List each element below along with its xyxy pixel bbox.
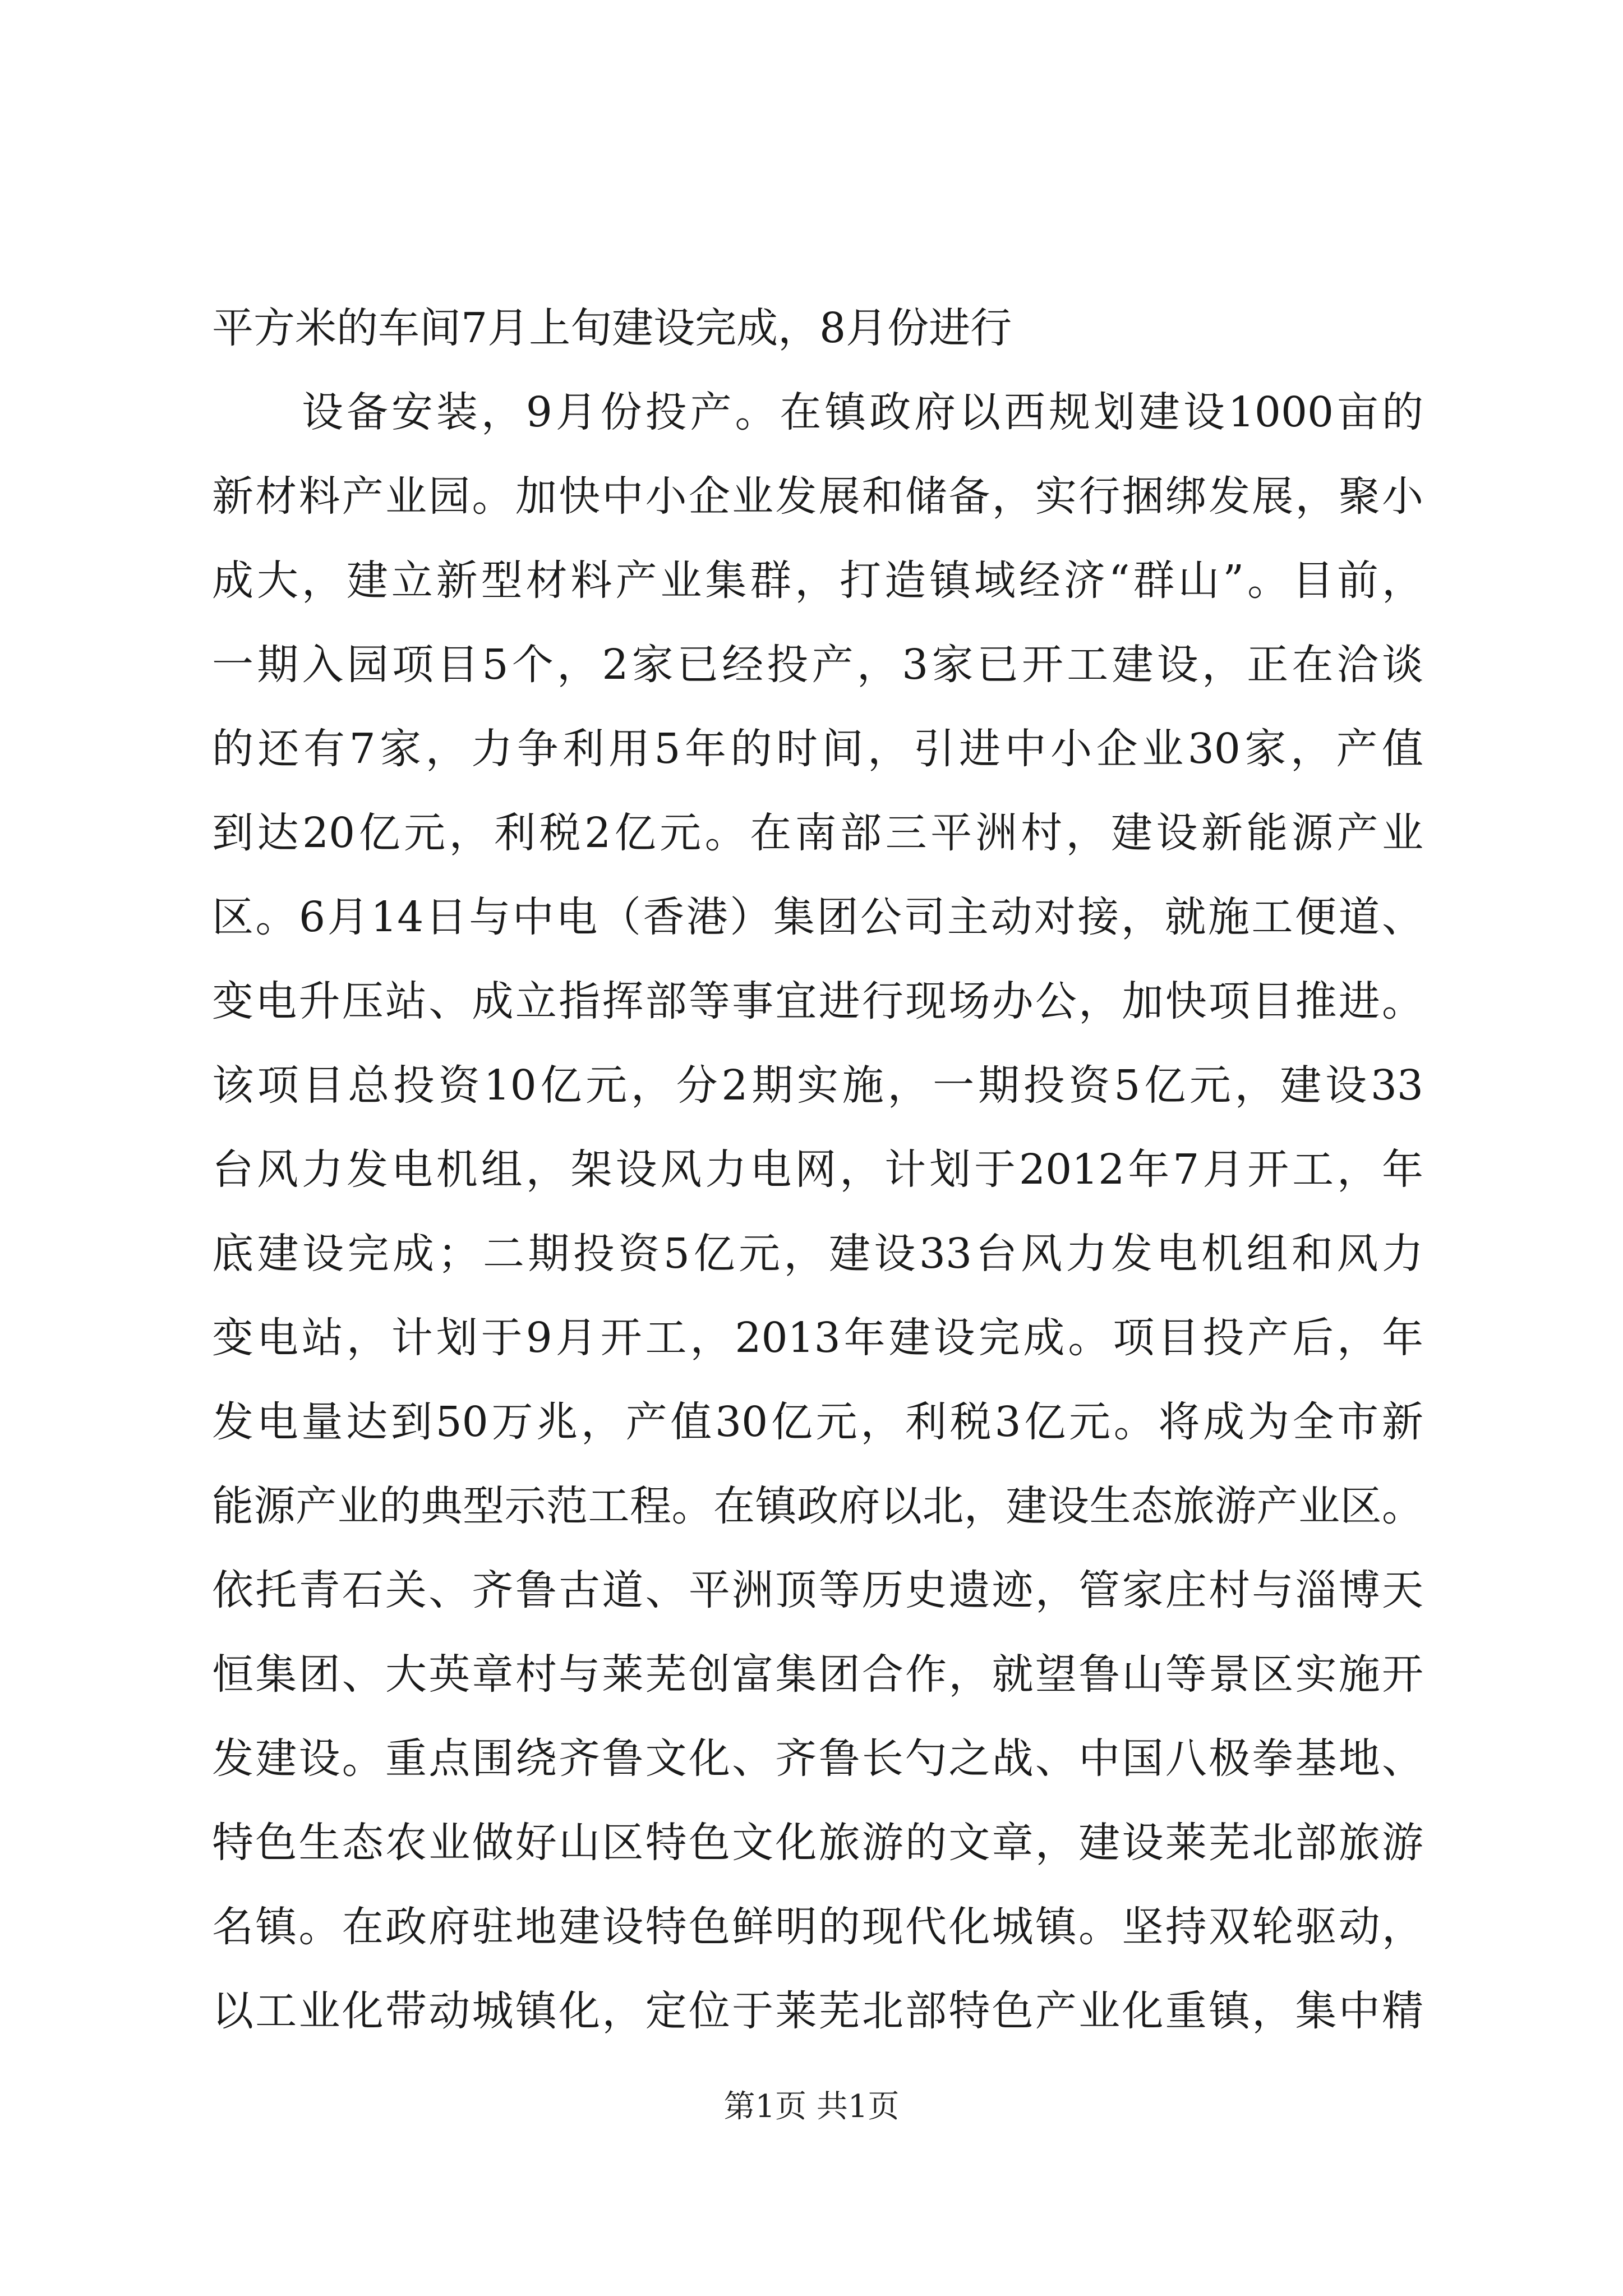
document-body [212, 286, 1423, 2053]
text-line: 的还有7家，力争利用5年的时间，引进中小企业30家，产值 [212, 725, 1423, 773]
text-line: 变电站，计划于9月开工，2013年建设完成。项目投产后，年 [212, 1314, 1423, 1362]
text-line: 一期入园项目5个，2家已经投产，3家已开工建设，正在洽谈 [212, 641, 1423, 689]
text-line: 以工业化带动城镇化，定位于莱芜北部特色产业化重镇，集中精 [212, 1987, 1423, 2035]
text-line: 恒集团、大英章村与莱芜创富集团合作，就望鲁山等景区实施开 [212, 1650, 1423, 1699]
text-line: 该项目总投资10亿元，分2期实施，一期投资5亿元，建设33 [212, 1061, 1423, 1110]
text-line: 底建设完成；二期投资5亿元，建设33台风力发电机组和风力 [212, 1230, 1423, 1278]
page-number-label: 第1页 共1页 [723, 2088, 900, 2125]
text-line: 设备安装，9月份投产。在镇政府以西规划建设1000亩的 [302, 388, 1423, 436]
text-line: 依托青石关、齐鲁古道、平洲顶等历史遗迹，管家庄村与淄博天 [212, 1566, 1423, 1614]
text-line: 到达20亿元，利税2亿元。在南部三平洲村，建设新能源产业 [212, 809, 1423, 857]
text-line: 成大，建立新型材料产业集群，打造镇域经济“群山”。目前， [212, 556, 1423, 605]
text-line: 新材料产业园。加快中小企业发展和储备，实行捆绑发展，聚小 [212, 472, 1423, 521]
text-line: 发电量达到50万兆，产值30亿元，利税3亿元。将成为全市新 [212, 1398, 1423, 1446]
text-line: 变电升压站、成立指挥部等事宜进行现场办公，加快项目推进。 [212, 977, 1423, 1025]
text-line: 特色生态农业做好山区特色文化旅游的文章，建设莱芜北部旅游 [212, 1819, 1423, 1867]
text-line: 区。6月14日与中电（香港）集团公司主动对接，就施工便道、 [212, 893, 1423, 941]
page-footer [0, 2085, 1623, 2129]
text-line: 名镇。在政府驻地建设特色鲜明的现代化城镇。坚持双轮驱动， [212, 1903, 1423, 1951]
text-line: 发建设。重点围绕齐鲁文化、齐鲁长勺之战、中国八极拳基地、 [212, 1734, 1423, 1783]
text-line: 平方米的车间7月上旬建设完成，8月份进行 [212, 304, 1012, 352]
text-line: 台风力发电机组，架设风力电网，计划于2012年7月开工，年 [212, 1145, 1423, 1194]
text-line: 能源产业的典型示范工程。在镇政府以北，建设生态旅游产业区。 [212, 1482, 1423, 1530]
